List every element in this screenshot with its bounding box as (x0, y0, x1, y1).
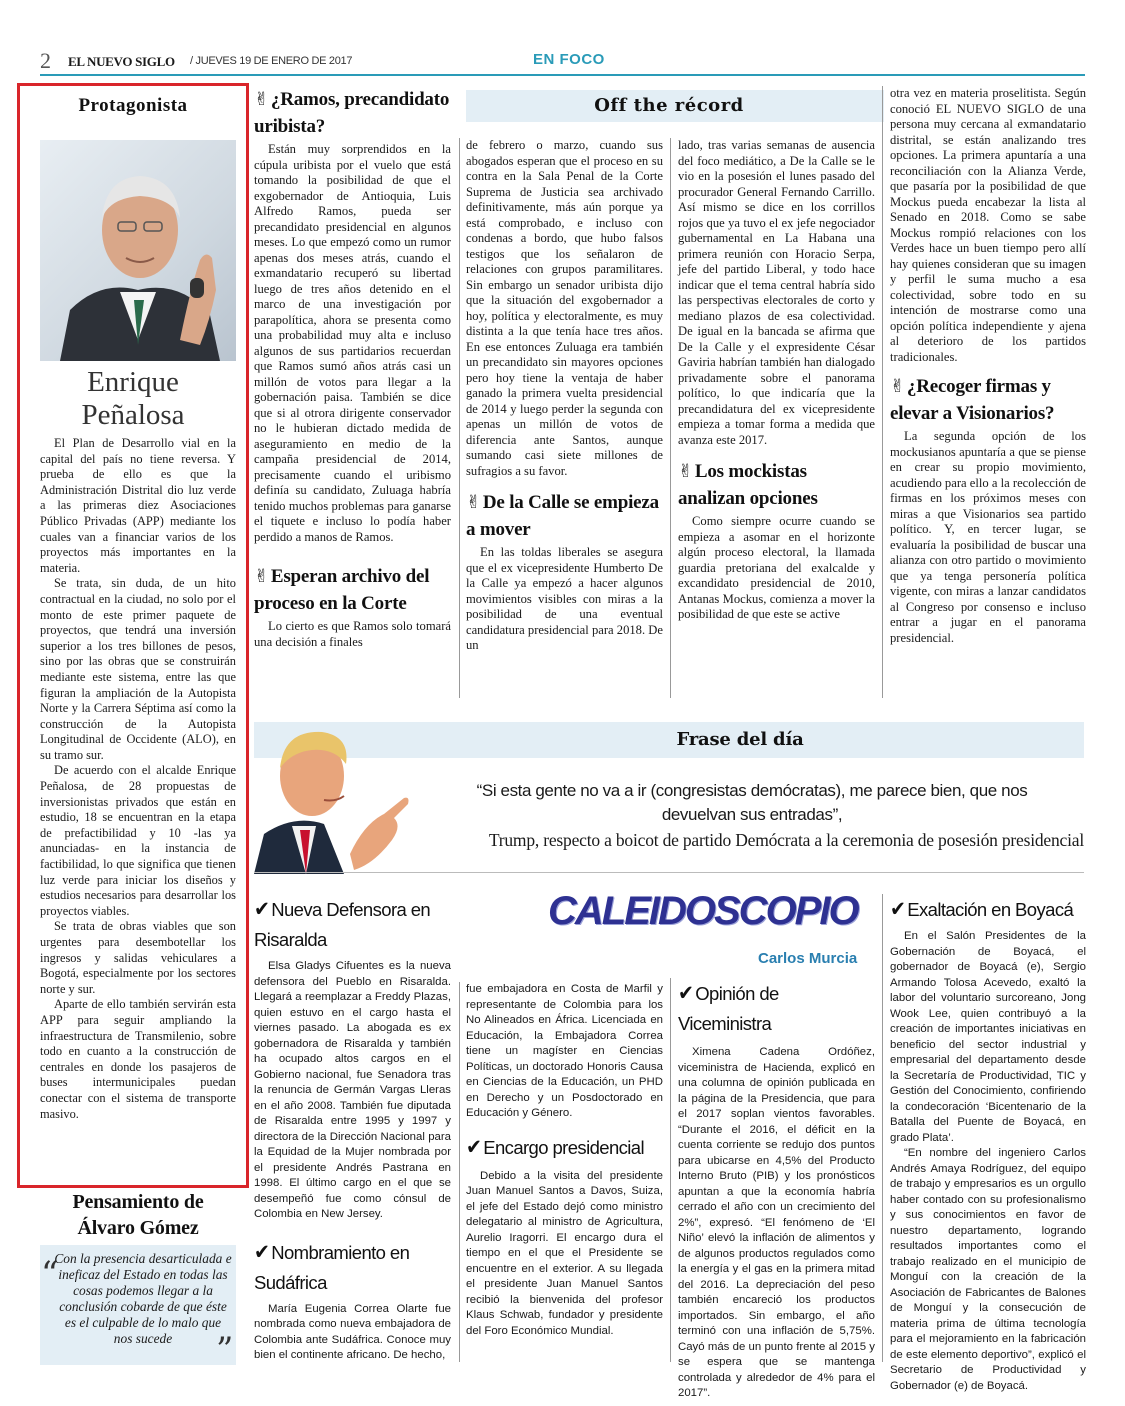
open-quote-icon: “ (41, 1254, 59, 1294)
victory-hand-icon: ✌ (466, 492, 481, 513)
name-last: Peñalosa (81, 399, 185, 431)
off-record-col-3 (678, 138, 875, 623)
cal-col-1 (254, 894, 451, 1364)
penalosa-photo (40, 140, 236, 361)
headline-viceministra: ✔ Opinión de Viceministra (678, 981, 779, 1034)
trump-illustration (254, 714, 414, 874)
checkmark-icon: ✔ (254, 1239, 270, 1264)
off-record-col-4 (890, 86, 1086, 646)
frase-quote-line1: “Si esta gente no va a ir (congresistas demócratas), me parece bien, que nos (476, 781, 1028, 800)
pensamiento-title (40, 1189, 236, 1241)
pensamiento-quote: Con la presencia desarticulada e ineficaz del Estado en todas las cosas podemos llegar a la conclusión cobarde de que éste es el culpable de lo malo que nos sucede (54, 1251, 232, 1346)
protagonista-paragraph: Aparte de ello también servirán esta APP para seguir ampliando la infraestructura de Transmilenio, sobre todo en cuanto a la construcción de centrales en donde los pasajeros de buses intermunicipales puedan conectar con el sistema de transporte masivo. (40, 997, 236, 1121)
protagonista-body (40, 436, 236, 1122)
frase-title: Frase del día (676, 729, 804, 750)
article-ramos: Están muy sorprendidos en la cúpula uribista por el vuelo que está tomando la posibilidad de que el exgobernador de Antioquia, Luis Alfredo Ramos, pueda ser precandidato presidencial en algunos meses. Lo que empezó como un rumor apenas dos meses atrás, cuando el exmandatario recuperó su libertad luego de tres años detenido en el marco de una investigación por parapolítica, ahora se presenta como una probabilidad muy alta e incluso algunos de sus partidarios recuerdan que Ramos sumó años atrás casi un millón de votos para llegar a la gobernación paisa. También se dice que si al otrora dirigente conservador no le hubieran dictado medida de aseguramiento en medio de la campaña presidencial de 2014, precisamente cuando el uribismo definía su candidato, Zuluaga habría tenido muchos problemas para ganarse el tiquete e incluso lo podía haber perdido a manos de Ramos. (254, 142, 451, 544)
article-mockistas: Como siempre ocurre cuando se empieza a asomar en el horizonte algún proceso electoral, la llamada guardia pretoriana del exalcalde y excandidato presidencial de 2010, Antanas Mockus, comienza a mover la posibilidad de que este se active (678, 514, 875, 621)
protagonista-paragraph: Se trata, sin duda, de un hito contractual en la ciudad, no solo por el monto de este primer paquete de proyectos, que tendrá una inversión superior a los tres billones de pesos, sino por las obras que se construirán mediante este sistema, entre las que figuran la ampliación de la Autopista Norte y la Carrera Séptima así como la construcción de la Autopista Longitudinal de Occidente (ALO), en su tramo sur. (40, 576, 236, 762)
protagonista-paragraph: Se trata de obras viables que son urgentes para desembotellar los ingresos y salidas vehiculares a Bogotá, especialmente por los sectores norte y sur. (40, 919, 236, 996)
frase-quote-line2: devuelvan sus entradas”, (661, 805, 843, 824)
column-rule (670, 978, 671, 1362)
headline-mockistas: ✌ Los mockistas analizan opciones (678, 461, 818, 509)
frase-attribution: Trump, respecto a boicot de partido Demócrata a la ceremonia de posesión presidencial (488, 830, 1084, 850)
headline-defensora: ✔ Nueva Defensora en Risaralda (254, 897, 431, 950)
article-defensora: Elsa Gladys Cifuentes es la nueva defensora del Pueblo en Risaralda. Llegará a reemplazar a Freddy Plazas, quien estuvo en el cargo hasta el viernes pasado. La abogada es ex gobernadora de Risaralda y también ha ocupado altos cargos en el Gobierno nacional, fue Senadora tras la renuncia de Germán Vargas Lleras en el año 2008. También fue diputada de Risaralda entre 1995 y 1997 y directora de la Dirección Nacional para la Equidad de la Mujer nombrada por el presidente Andrés Pastrana en 1998. El último cargo en el que se desempeñó fue como cónsul de Colombia en New Jersey. (254, 960, 451, 1220)
page-header (40, 48, 1085, 74)
article-delacalle-cont: lado, tras varias semanas de ausencia del foco mediático, a De la Calle se le vio en la posesión el lunes pasado del procurador General Fernando Carrillo. Así mismo se dice en los corrillos rojos que ya tuvo el ex jefe negociador gubernamental en La Habana una primera reunión con Horacio Serpa, jefe del partido Liberal, y todo hace indicar que el tema central habría sido las perspectivas electorales de corto y mediano plazos de esa colectividad. De igual en la bancada se afirma que De la Calle y el expresidente César Gaviria habrían también han dialogado privadamente sobre el panorama político, lo que indicaría que la precandidatura del ex vicepresidente empieza a tomar forma a medida que avanza este 2017. (678, 138, 875, 447)
header-rule (40, 74, 1085, 76)
protagonista-paragraph: De acuerdo con el alcalde Enrique Peñalosa, de 28 propuestas de inversionistas privados que están en estudio, 18 se encuentran en la etapa de prefactibilidad y 10 -las ya anunciadas- en la instancia de factibilidad, lo que significa que tienen luz verde para iniciar los diseños y estudios necesarios para desarrollar los proyectos viables. (40, 763, 236, 918)
victory-hand-icon: ✌ (254, 89, 269, 110)
protagonista-name (20, 366, 246, 432)
headline-firmas: ✌ ¿Recoger firmas y elevar a Visionarios? (890, 376, 1055, 424)
portrait-illustration (40, 140, 236, 361)
trump-photo (254, 714, 414, 874)
checkmark-icon: ✔ (890, 897, 906, 921)
frase-quote (420, 779, 1084, 827)
checkmark-icon: ✔ (254, 897, 270, 921)
article-sudafrica-cont: fue embajadora en Costa de Marfil y representante de Colombia para los No Alineados en África. Licenciada en Educación, la Embajadora Correa tiene un magíster en Ciencias Políticas, un doctorado Honoris Causa en Ciencias de la Educación, un PHD en Derecho y un Posdoctorado en Educación y Género. (466, 983, 663, 1119)
article-delacalle: En las toldas liberales se asegura que el ex vicepresidente Humberto De la Calle ya empezó a hacer algunos movimientos visibles con miras a la posibilidad de una eventual candidatura presidencial para 2018. De un (466, 545, 663, 652)
column-rule (459, 138, 460, 698)
article-sudafrica: María Eugenia Correa Olarte fue nombrada como nueva embajadora de Colombia ante Sudáfrica. Conoce muy bien el continente africano. De hecho, (254, 1302, 451, 1361)
headline-encargo: ✔ Encargo presidencial (466, 1134, 645, 1159)
close-quote-icon: ” (216, 1330, 234, 1370)
headline-archivo: ✌ Esperan archivo del proceso en la Corte (254, 566, 430, 614)
off-record-col-2 (466, 138, 663, 654)
headline-ramos: ✌ ¿Ramos, precandidato uribista? (254, 89, 450, 137)
pensamiento-title-line1: Pensamiento de (72, 1191, 204, 1213)
article-archivo-start: Lo cierto es que Ramos solo tomará una decisión a finales (254, 619, 451, 649)
page-number: 2 (40, 48, 51, 73)
section-label: EN FOCO (533, 51, 605, 68)
article-mockistas-cont: otra vez en materia proselitista. Según conoció EL NUEVO SIGLO de una persona muy cercana al exmandatario distrital, se están analizando tres opciones. La primera apuntaría a una reconciliación con la Alianza Verde, que pasaría por la posibilidad de que Mockus pueda encabezar la lista al Senado en 2018. Como se sabe Mockus rompió relaciones con los Verdes hace un buen tiempo pero allí hay quienes consideran que su imagen y perfil le suma mucho a esa colectividad, sobre todo en su intención de mostrarse como una opción política independiente y ajena al deterioro de los partidos tradicionales. (890, 86, 1086, 364)
column-rule (882, 894, 883, 1362)
protagonista-paragraph: El Plan de Desarrollo vial en la capital del país no tiene reversa. Y prueba de ello es que la Administración Distrital dio luz verde a las primeras diez Asociaciones Público Privadas (APP) mediante los cuales van a financiar varios de los proyectos más importantes en la materia. (40, 436, 236, 575)
pensamiento-title-line2: Álvaro Gómez (77, 1217, 199, 1239)
protagonista-label: Protagonista (78, 95, 188, 116)
headline-delacalle: ✌ De la Calle se empieza a mover (466, 492, 659, 540)
column-rule (459, 982, 460, 1362)
caleidoscopio-author: Carlos Murcia (758, 950, 858, 967)
article-firmas: La segunda opción de los mockusianos apuntaría a que se piense en crear su propio movimiento, acudiendo para ello a la recolección de firmas en los próximos meses con miras a que Visionarios sea partido político. Y, en tercer lugar, se evaluaría la posibilidad de buscar una alianza con otro partido o movimiento que ya tenga personería política vigente, con miras a lanzar candidatos al Congreso por consenso e incluso entrar a jugar en el panorama presidencial. (890, 429, 1086, 645)
article-encargo: Debido a la visita del presidente Juan Manuel Santos a Davos, Suiza, el jefe del Estado dejó como ministro delegatario al ministro de Agricultura, Aurelio Iragorri. El encargo dura el tiempo en el que el Presidente se encuentre en el exterior. A su llegada el presidente Juan Manuel Santos recibió la bienvenida del profesor Klaus Schwab, fundador y presidente del Foro Económico Mundial. (466, 1169, 663, 1337)
headline-boyaca: ✔ Exaltación en Boyacá (890, 897, 1074, 921)
name-first: Enrique (87, 366, 179, 398)
column-rule (670, 138, 671, 698)
victory-hand-icon: ✌ (254, 566, 269, 587)
article-archivo-cont: de febrero o marzo, cuando sus abogados esperan que el proceso en su contra en la Sala Penal de la Corte Suprema de Justicia sea archivado definitivamente, más aún porque ya está comprobado, e incluso con condenas a bordo, que hubo falsos testigos que los señalaron de relaciones con grupos paramilitares. Sin embargo un senador uribista dijo que la situación del exgobernador a hoy, política y electoralmente, es muy distinta a la que tenía hace tres años. En ese entonces Zuluaga era también un precandidato sin mayores opciones pero hoy tiene la ventaja de haber ganado la primera vuelta presidencial de 2014 y luego perder la segunda con apenas un millón de votos de diferencia ante Santos, aunque sumando casi siete millones de sufragios a su favor. (466, 138, 663, 478)
cal-col-3 (678, 978, 875, 1402)
victory-hand-icon: ✌ (890, 376, 905, 397)
caleidoscopio-title: CALEIDOSCOPIO (548, 889, 858, 933)
article-viceministra: Ximena Cadena Ordóñez, viceministra de Hacienda, explicó en una columna de opinión publicada en la página de la Presidencia, que para el 2017 soplan vientos favorables. “Durante el 2016, el déficit en la cuenta corriente se redujo dos puntos para ubicarse en 4,5% del Producto Interno Bruto (PIB) y los pronósticos apuntan a que la economía habría cerrado el año con un crecimiento del 2%”, expresó. “El fenómeno de ‘El Niño’ elevó la inflación de alimentos y de algunos productos regulados como la energía y el gas en la primera mitad del 2016. La depreciación del peso también encareció los productos importados. Sin embargo, el año terminó con una inflación de 5,75%. Cayó más de un punto frente al 2015 y se espera que se mantenga controlada y alrededor de 4% para el 2017”. (678, 1046, 875, 1399)
paper-name: EL NUEVO SIGLO (68, 54, 175, 69)
checkmark-icon: ✔ (466, 1134, 482, 1159)
header-date: / JUEVES 19 DE ENERO DE 2017 (190, 55, 353, 67)
cal-col-4 (890, 894, 1086, 1394)
victory-hand-icon: ✌ (678, 461, 693, 482)
article-boyaca: En el Salón Presidentes de la Gobernación de Boyacá, el gobernador de Boyacá (e), Sergio Armando Tolosa Acevedo, exaltó la labor del voluntario surcoreano, Jong Wook Lee, quien contribuyó a la creación de importantes iniciativas en beneficio del sector industrial y empresarial del departamento desde la Secretaría de Productividad, TIC y Gestión del Conocimiento, confiriendo la condecoración ‘Bicentenario de la Batalla del Puente de Boyacá, en grado Plata’. “En nombre del ingeniero Carlos Andrés Amaya Rodríguez, del equipo de trabajo y empresarios es un orgullo haber contado con su profesionalismo y sus conocimientos en favor de nuestro departamento, logrando resultados importantes como el trabajo realizado en el municipio de Monguí con la creación de la Asociación de Fabricantes de Balones de Monguí y la consecución de materia prima de última tecnología para el mejoramiento en la fabricación de este elemento deportivo”, explicó el Secretario de Productividad y Gobernador (e) de Boyacá. (890, 930, 1086, 1392)
checkmark-icon: ✔ (678, 981, 694, 1005)
off-record-col-1 (254, 86, 451, 650)
frase-rule (254, 872, 1084, 873)
off-record-title: Off the récord (594, 95, 744, 116)
column-rule (882, 86, 883, 698)
cal-col-2 (466, 982, 663, 1339)
headline-sudafrica: ✔ Nombramiento en Sudáfrica (254, 1239, 410, 1293)
